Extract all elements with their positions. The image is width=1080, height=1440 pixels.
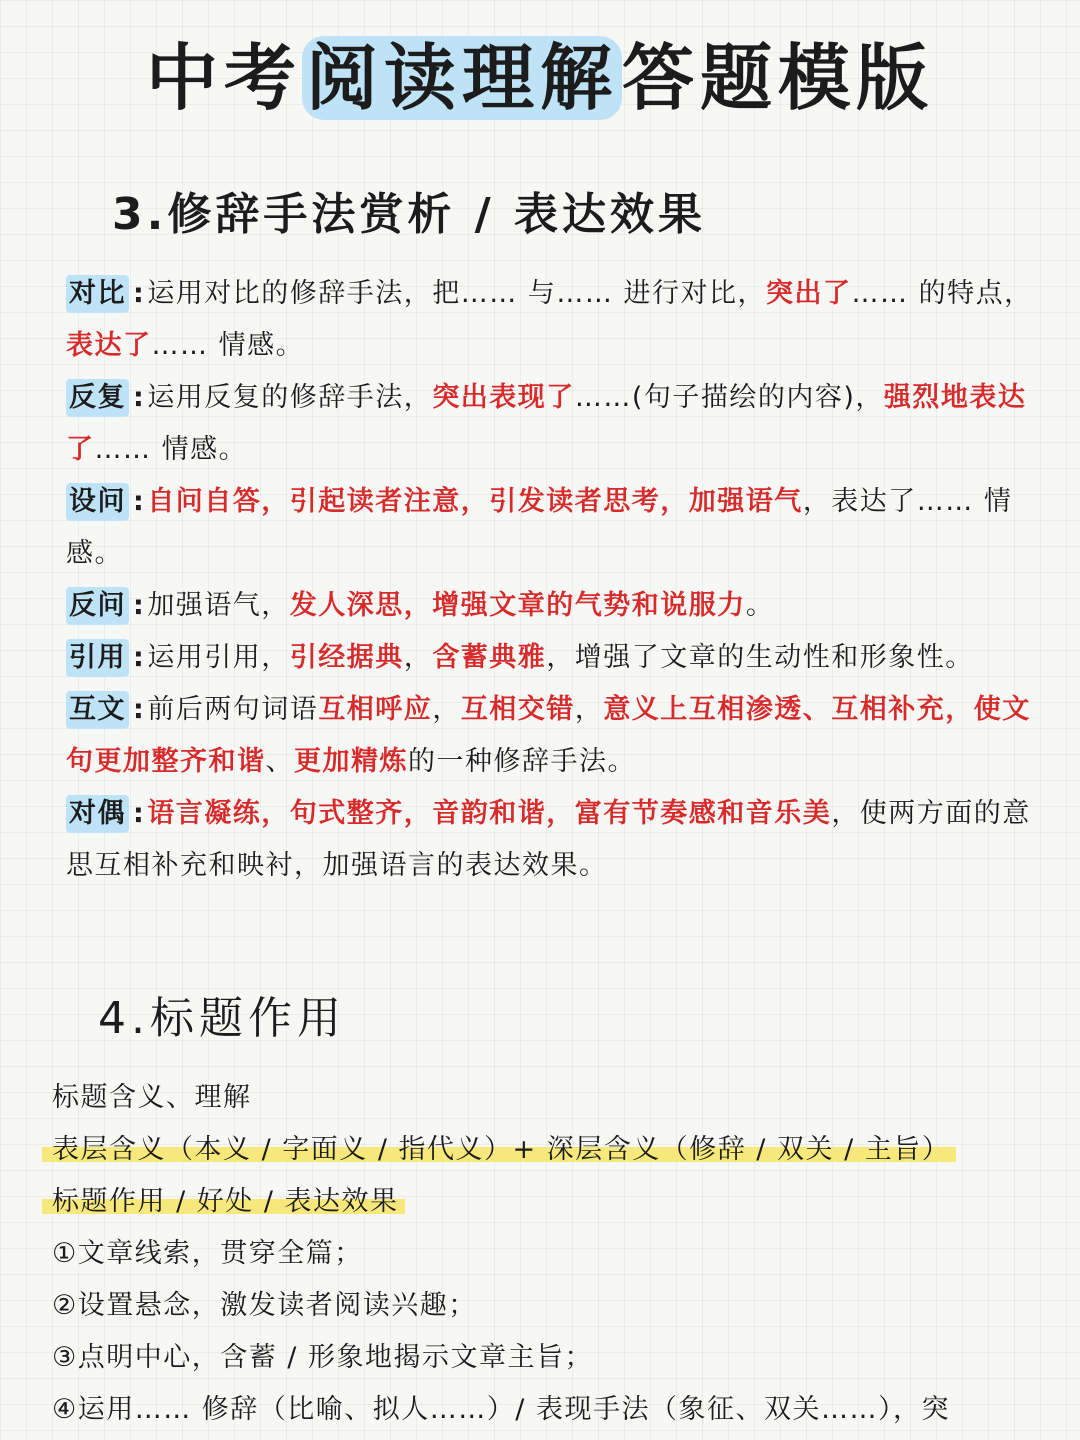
title-function-label — [52, 1176, 1042, 1228]
line-text: ①文章线索，贯穿全篇； — [52, 1238, 363, 1269]
section3-heading: 3.修辞手法赏析 / 表达效果 — [112, 189, 707, 240]
seg: 运用引用， — [147, 642, 290, 673]
title-wrap — [0, 28, 1080, 128]
seg: …… 情感。 — [94, 434, 248, 465]
rhetoric-item-repetition: 反复 :运用反复的修辞手法，突出表现了……(句子描绘的内容)，强烈地表达了…… 情感。 — [66, 372, 1046, 476]
title-pre: 中考 — [145, 36, 302, 120]
title-highlight: 阅读理解 — [302, 36, 622, 120]
seg-red: 强烈地表达了 — [66, 382, 1027, 465]
title-meaning-label — [52, 1072, 1042, 1124]
title-function-point-3 — [52, 1332, 1042, 1384]
seg: 。 — [745, 590, 775, 621]
rhetoric-item-quotation: 引用 :运用引用，引经据典，含蓄典雅，增强了文章的生动性和形象性。 — [66, 632, 1046, 684]
seg: ，使两方面的意思互相补充和映衬，加强语言的表达效果。 — [66, 798, 1031, 881]
tag-intertextuality: 互文 — [66, 691, 129, 729]
seg-red: 更加精炼 — [294, 746, 408, 777]
seg: ，表达了…… 情感。 — [66, 486, 1013, 569]
highlighted-line-text: 表层含义（本义 / 字面义 / 指代义）+ 深层含义（修辞 / 双关 / 主旨） — [42, 1134, 956, 1165]
highlighted-line-text: 标题作用 / 好处 / 表达效果 — [42, 1186, 405, 1217]
seg: ， — [403, 642, 433, 673]
line-text: ④运用…… 修辞（比喻、拟人……）/ 表现手法（象征、双关……），突 — [52, 1394, 950, 1425]
rhetoric-item-rhetorical-question: 反问 :加强语气，发人深思，增强文章的气势和说服力。 — [66, 580, 1046, 632]
seg-red: 发人深思，增强文章的气势和说服力 — [289, 590, 746, 621]
page-title — [146, 28, 934, 128]
tag-quotation: 引用 — [66, 639, 129, 677]
rhetoric-item-antithesis: 对偶 :语言凝练，句式整齐，音韵和谐，富有节奏感和音乐美，使两方面的意思互相补充和映衬，加强语言的表达效果。 — [66, 788, 1046, 892]
line-text: ②设置悬念，激发读者阅读兴趣； — [52, 1290, 477, 1321]
seg-red: 突出了 — [765, 278, 852, 309]
tag-hypophora: 设问 — [66, 483, 129, 521]
seg-red: 语言凝练，句式整齐，音韵和谐，富有节奏感和音乐美 — [147, 798, 832, 829]
tag-rhetorical-question: 反问 — [66, 587, 129, 625]
tag-contrast: 对比 — [66, 275, 129, 313]
seg: 加强语气， — [147, 590, 290, 621]
seg: ， — [432, 694, 461, 725]
seg-red: 自问自答，引起读者注意，引发读者思考，加强语气 — [147, 486, 803, 517]
seg: 前后两句词语 — [147, 694, 319, 725]
seg: ……(句子描绘的内容)， — [574, 382, 884, 413]
seg: 运用对比的修辞手法，把…… 与…… 进行对比， — [147, 278, 766, 309]
title-function-point-1 — [52, 1228, 1042, 1280]
seg-red: 含蓄典雅 — [432, 642, 547, 673]
seg-red: 引经据典 — [289, 642, 404, 673]
title-meaning-layers — [52, 1124, 1042, 1176]
seg: …… 情感。 — [151, 330, 305, 361]
seg: 、 — [265, 746, 294, 777]
rhetoric-item-hypophora: 设问 :自问自答，引起读者注意，引发读者思考，加强语气，表达了…… 情感。 — [66, 476, 1046, 580]
title-function-list — [52, 1072, 1042, 1436]
rhetoric-item-intertextuality: 互文 :前后两句词语互相呼应，互相交错，意义上互相渗透、互相补充，使文句更加整齐和谐、更加精炼的一种修辞手法。 — [66, 684, 1046, 788]
section4-heading: 4.标题作用 — [98, 993, 346, 1044]
seg-red: 突出表现了 — [432, 382, 575, 413]
seg: 运用反复的修辞手法， — [147, 382, 433, 413]
seg-red: 表达了 — [66, 330, 152, 361]
line-text: 标题含义、理解 — [52, 1082, 252, 1113]
seg-red: 互相呼应 — [318, 694, 433, 725]
rhetoric-item-contrast: 对比 :运用对比的修辞手法，把…… 与…… 进行对比，突出了…… 的特点，表达了…… 情感。 — [66, 268, 1046, 372]
seg-red: 互相交错 — [460, 694, 575, 725]
line-text: ③点明中心，含蓄 / 形象地揭示文章主旨； — [52, 1342, 593, 1373]
tag-antithesis: 对偶 — [66, 795, 129, 833]
title-function-point-4 — [52, 1384, 1042, 1436]
seg: ，增强了文章的生动性和形象性。 — [546, 642, 974, 673]
rhetoric-list — [66, 268, 1046, 892]
tag-repetition: 反复 — [66, 379, 129, 417]
seg: …… 的特点， — [851, 278, 1033, 309]
title-function-point-2 — [52, 1280, 1042, 1332]
seg-red: 意义上互相渗透、互相补充，使文句更加整齐和谐 — [66, 694, 1031, 777]
title-post: 答题模版 — [622, 36, 935, 120]
seg: 的一种修辞手法。 — [408, 746, 636, 777]
seg: ， — [574, 694, 604, 725]
